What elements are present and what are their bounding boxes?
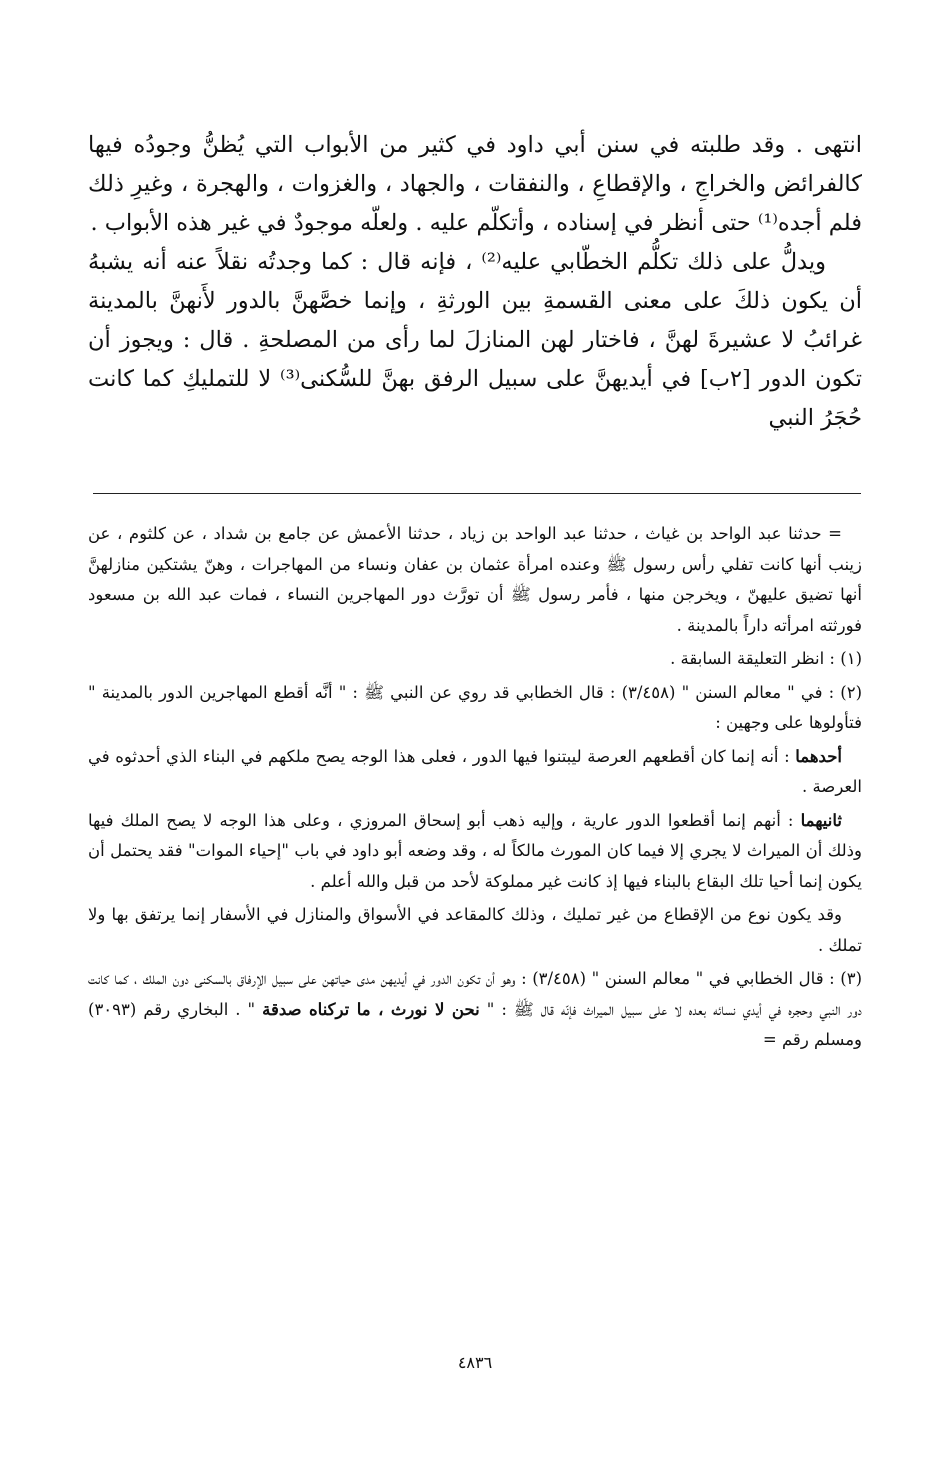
footnote-3-hadith: نحن لا نورث ، ما تركناه صدقة bbox=[262, 999, 480, 1019]
footnote-separator bbox=[93, 493, 861, 494]
main-paragraph-2: ويدلُّ على ذلك تكلُّم الخطّابي عليه⁽²⁾ ، فإنه قال : كما وجدتُه نقلاً عنه أنه يشبهُ أن يكون ذلكَ على معنى القسمةِ بين الورثةِ ، وإنما خصَّهنَّ بالدور لأَنهنَّ بالمدينة غرائبُ لا عشيرةَ لهنَّ ، فاختار لهن المنازلَ لما رأى من المصلحةِ . قال : ويجوز أن تكون الدور [٢ب] في أيديهنَّ على سبيل الرفق بهنَّ للسُّكنى⁽³⁾ لا للتمليكِ كما كانت حُجَرُ النبي bbox=[88, 249, 862, 431]
footnote-3-text-b: " . البخاري رقم (٣٠٩٣) ومسلم رقم = bbox=[88, 999, 862, 1049]
footnote-2-first-view bbox=[88, 742, 862, 803]
footnote-2-intro: (٢) : في " معالم السنن " (٣/٤٥٨) : قال الخطابي قد روي عن النبي ﷺ : " أنَّه أقطع المهاجرين الدور بالمدينة " فتأولوها على وجهين : bbox=[88, 682, 863, 732]
page-number: ٤٨٣٦ bbox=[457, 1353, 493, 1372]
footnote-continuation: = حدثنا عبد الواحد بن غياث ، حدثنا عبد الواحد بن زياد ، حدثنا الأعمش عن جامع بن شداد ، عن كلثوم ، عن زينب أنها كانت تفلي رأس رسول ﷺ وعنده امرأة عثمان بن عفان ونساء من المهاجرات ، وهنّ يشتكين منازلهنَّ أنها تضيق عليهنّ ، ويخرجن منها ، فأمر رسول ﷺ أن تورَّث دور المهاجرين النساء ، فمات عبد الله بن مسعود فورثته امرأته داراً بالمدينة . bbox=[88, 524, 862, 635]
footnote-2-closing: وقد يكون نوع من الإقطاع من غير تمليك ، وذلك كالمقاعد في الأسواق والمنازل في الأسفار إنما يرتفق بها ولا تملك . bbox=[88, 905, 862, 955]
footnote-3 bbox=[88, 964, 862, 1056]
footnote-3-text-a: (٣) : قال الخطابي في " معالم السنن " (٣/٤٥٨) : وهو أن تكون الدور في أيديهن مدى حياتهن على سبيل الإرفاق بالسكنى دون الملك ، كما كانت دور النبي وحجره في أيدي نسائه بعده لا على سبيل الميراث فإنّه قال ﷺ : " bbox=[88, 969, 862, 1019]
footnote-2-second-label: ثانيهما bbox=[800, 810, 842, 830]
footnotes-block bbox=[88, 519, 862, 1059]
footnote-2-second-view bbox=[88, 806, 862, 898]
main-text-block bbox=[88, 126, 862, 438]
footnote-1: (١) : انظر التعليقة السابقة . bbox=[670, 649, 862, 668]
footnote-2-first-label: أحدهما bbox=[795, 746, 842, 766]
footnote-2-second-text: : أنهم إنما أقطعوا الدور عارية ، وإليه ذهب أبو إسحاق المروزي ، وعلى هذا الوجه لا يصح الملك فيها وذلك أن الميراث لا يجري إلا فيما كان المورث مالكاً له ، وقد وضعه أبو داود في باب "إحياء الموات" فقد يحتمل أن يكون إنما أحيا تلك البقاع بالبناء فيها إذ كانت غير مملوكة لأحد من قبل والله أعلم . bbox=[88, 810, 862, 891]
main-paragraph-1: انتهى . وقد طلبته في سنن أبي داود في كثير من الأبواب التي يُظنُّ وجودُه فيها كالفرائض والخراجِ ، والإقطاعِ ، والنفقات ، والجهاد ، والغزوات ، والهجرة ، وغيرِ ذلك فلم أجده⁽¹⁾ حتى أنظر في إسناده ، وأتكلّم عليه . ولعلّه موجودٌ في غير هذه الأبواب . bbox=[88, 132, 862, 236]
footnote-2-first-text: : أنه إنما كان أقطعهم العرصة ليبتنوا فيها الدور ، فعلى هذا الوجه يصح ملكهم في البناء الذي أحدثوه في العرصة . bbox=[88, 746, 862, 796]
